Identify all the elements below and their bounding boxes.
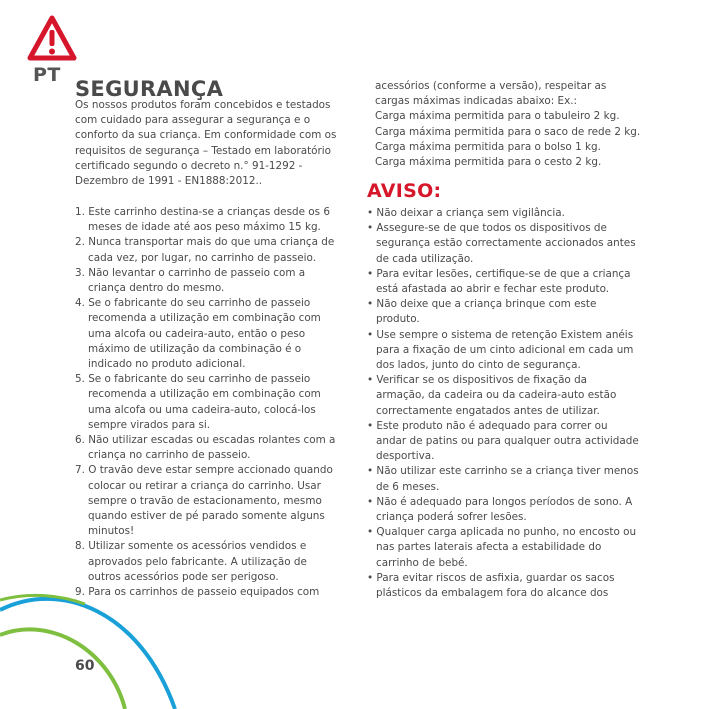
list-item: • Este produto não é adequado para correr ou andar de patins ou para qualquer outra actividade desportiva. bbox=[367, 419, 639, 463]
continuation-line: Carga máxima permitida para o cesto 2 kg. bbox=[375, 156, 602, 169]
continuation-line: Carga máxima permitida para o tabuleiro 2 kg. bbox=[375, 110, 620, 123]
list-item: • Não deixe que a criança brinque com este produto. bbox=[367, 298, 597, 326]
warning-triangle-icon bbox=[27, 14, 77, 64]
list-item: 7. O travão deve estar sempre accionado quando colocar ou retirar a criança do carrinho. Usar sempre o travão de estacionamento, mesmo quando estiver de pé parado somente alguns minutos! bbox=[75, 464, 333, 538]
list-item: 2. Nunca transportar mais do que uma criança de cada vez, por lugar, no carrinho de passeio. bbox=[75, 236, 335, 264]
continuation-line: cargas máximas indicadas abaixo: Ex.: bbox=[375, 95, 578, 108]
list-item: • Não utilizar este carrinho se a criança tiver menos de 6 meses. bbox=[367, 465, 639, 493]
list-item: • Qualquer carga aplicada no punho, no encosto ou nas partes laterais afecta a estabilidade do carrinho de bebé. bbox=[367, 526, 637, 569]
list-item: 3. Não levantar o carrinho de passeio com a criança dentro do mesmo. bbox=[75, 266, 306, 295]
warning-list bbox=[367, 206, 639, 601]
list-item: 8. Utilizar somente os acessórios vendidos e aprovados pelo fabricante. A utilização de outros acessórios pode ser perigoso. bbox=[75, 540, 307, 583]
section-title: SEGURANÇA bbox=[75, 77, 224, 101]
list-item: • Assegure-se de que todos os dispositivos de segurança estão correctamente accionados antes de cada utilização. bbox=[367, 222, 636, 265]
list-item: 4. Se o fabricante do seu carrinho de passeio recomenda a utilização em combinação com uma alcofa ou cadeira-auto, então o peso máximo de utilização da combinação é o indicado no produto adicional. bbox=[75, 297, 321, 371]
continuation-line: Carga máxima permitida para o bolso 1 kg. bbox=[375, 140, 601, 153]
list-item: 1. Este carrinho destina-se a crianças desde os 6 meses de idade até aos peso máximo 15 kg. bbox=[75, 206, 330, 234]
list-item: • Não é adequado para longos períodos de sono. A criança poderá sofrer lesões. bbox=[367, 495, 633, 524]
list-item: • Não deixar a criança sem vigilância. bbox=[367, 207, 565, 219]
list-item: • Verificar se os dispositivos de fixação da armação, da cadeira ou da cadeira-auto estão correctamente engatados antes de utilizar. bbox=[367, 374, 617, 417]
list-item: 9. Para os carrinhos de passeio equipados com bbox=[75, 586, 320, 599]
page-number: 60 bbox=[75, 658, 95, 674]
list-item: 5. Se o fabricante do seu carrinho de passeio recomenda a utilização em combinação com uma alcofa ou uma cadeira-auto, colocá-los sempre virados para si. bbox=[75, 373, 321, 431]
rule-continuation bbox=[375, 79, 640, 170]
intro-paragraph: Os nossos produtos foram concebidos e testados com cuidado para assegurar a segurança e o conforto da sua criança. Em conformidade com os requisitos de segurança – Testado em laboratório certificado segundo o decreto n.° 91-1292 - Dezembro de 1991 - EN1888:2012.. bbox=[75, 99, 337, 188]
list-item: 6. Não utilizar escadas ou escadas rolantes com a criança no carrinho de passeio. bbox=[75, 434, 336, 462]
list-item: • Para evitar lesões, certifique-se de que a criança está afastada ao abrir e fechar este produto. bbox=[367, 267, 631, 296]
continuation-line: Carga máxima permitida para o saco de rede 2 kg. bbox=[375, 125, 641, 138]
list-item: • Para evitar riscos de asfixia, guardar os sacos plásticos da embalagem fora do alcance dos bbox=[367, 571, 615, 600]
continuation-line: acessórios (conforme a versão), respeitar as bbox=[375, 80, 607, 92]
decorative-swirl bbox=[0, 540, 200, 709]
language-label: PT bbox=[33, 64, 61, 86]
warning-heading: AVISO: bbox=[367, 180, 442, 202]
list-item: • Use sempre o sistema de retenção Existem anéis para a fixação de um cinto adicional em cada um dos lados, junto do cinto de segurança. bbox=[367, 328, 634, 372]
